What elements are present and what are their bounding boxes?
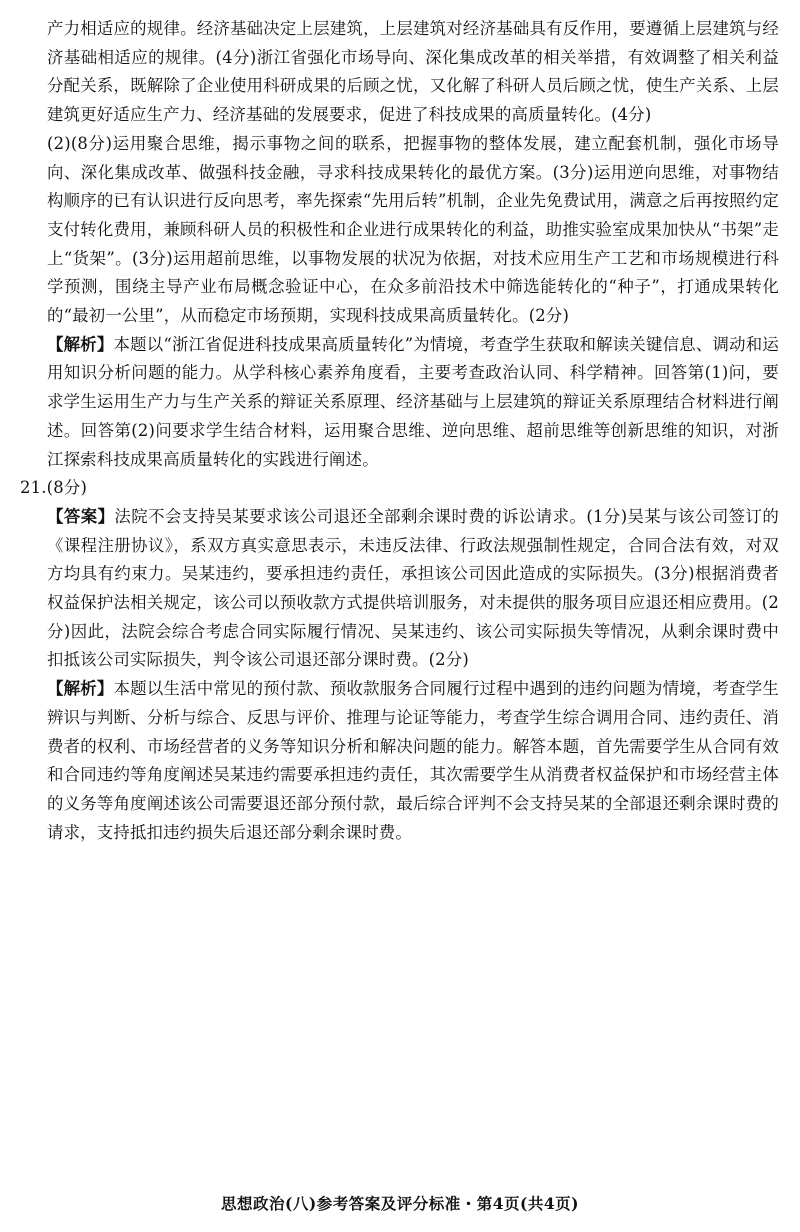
q21-answer	[47, 503, 779, 675]
q20-part2-answer: (2)(8分)运用聚合思维，揭示事物之间的联系，把握事物的整体发展，建立配套机制，强化市场导向、深化集成改革、做强科技金融，寻求科技成果转化的最优方案。(3分)运用逆向思维，对事物结构顺序的已有认识进行反向思考，率先探索“先用后转”机制，企业先免费试用，满意之后再按照约定支付转化费用，兼顾科研人员的积极性和企业进行成果转化的利益，助推实验室成果加快从“书架”走上“货架”。(3分)运用超前思维，以事物发展的状况为依据，对技术应用生产工艺和市场规模进行科学预测，围绕主导产业布局概念验证中心，在众多前沿技术中筛选能转化的“种子”，打通成果转化的“最初一公里”，从而稳定市场预期，实现科技成果高质量转化。(2分)	[47, 133, 779, 326]
answer-tag: 【答案】	[47, 506, 115, 526]
analysis-tag: 【解析】	[47, 679, 114, 699]
analysis-text: 本题以生活中常见的预付款、预收款服务合同履行过程中遇到的违约问题为情境，考查学生辨识与判断、分析与综合、反思与评价、推理与论证等能力，考查学生综合调用合同、违约责任、消费者的权利、市场经营者的义务等知识分析和解决问题的能力。解答本题，首先需要学生从合同有效和合同违约等角度阐述吴某违约需要承担违约责任，其次需要学生从消费者权益保护和市场经营主体的义务等角度阐述该公司需要退还部分预付款，最后综合评判不会支持吴某的全部退还剩余课时费的请求，支持抵扣违约损失后退还部分剩余课时费。	[47, 679, 779, 842]
question-21-number: 21.(8分)	[20, 478, 88, 498]
answer-body	[20, 15, 779, 847]
analysis-text: 本题以“浙江省促进科技成果高质量转化”为情境，考查学生获取和解读关键信息、调动和运用知识分析问题的能力。从学科核心素养角度看，主要考查政治认同、科学精神。回答第(1)问，要求学生运用生产力与生产关系的辩证关系原理、经济基础与上层建筑的辩证关系原理结合材料进行阐述。回答第(2)问要求学生结合材料，运用聚合思维、逆向思维、超前思维等创新思维的知识，对浙江探索科技成果高质量转化的实践进行阐述。	[47, 334, 779, 469]
q20-part1-answer-continued: 产力相适应的规律。经济基础决定上层建筑，上层建筑对经济基础具有反作用，要遵循上层建筑与经济基础相适应的规律。(4分)浙江省强化市场导向、深化集成改革的相关举措，有效调整了相关利益分配关系，既解除了企业使用科研成果的后顾之忧，又化解了科研人员后顾之忧，使生产关系、上层建筑更好适应生产力、经济基础的发展要求，促进了科技成果的高质量转化。(4分)	[47, 19, 779, 125]
page-footer: 思想政治(八)参考答案及评分标准・第4页(共4页)	[221, 1194, 579, 1213]
q20-analysis	[47, 331, 779, 475]
analysis-tag: 【解析】	[47, 334, 114, 354]
q21-analysis	[47, 675, 779, 847]
answer-text: 法院不会支持吴某要求该公司退还全部剩余课时费的诉讼请求。(1分)吴某与该公司签订的《课程注册协议》，系双方真实意思表示，未违反法律、行政法规强制性规定，合同合法有效，对双方均具有约束力。吴某违约，要承担违约责任，承担该公司因此造成的实际损失。(3分)根据消费者权益保护法相关规定，该公司以预收款方式提供培训服务，对未提供的服务项目应退还相应费用。(2分)因此，法院会综合考虑合同实际履行情况、吴某违约、该公司实际损失等情况，从剩余课时费中扣抵该公司实际损失，判令该公司退还部分课时费。(2分)	[47, 506, 779, 670]
